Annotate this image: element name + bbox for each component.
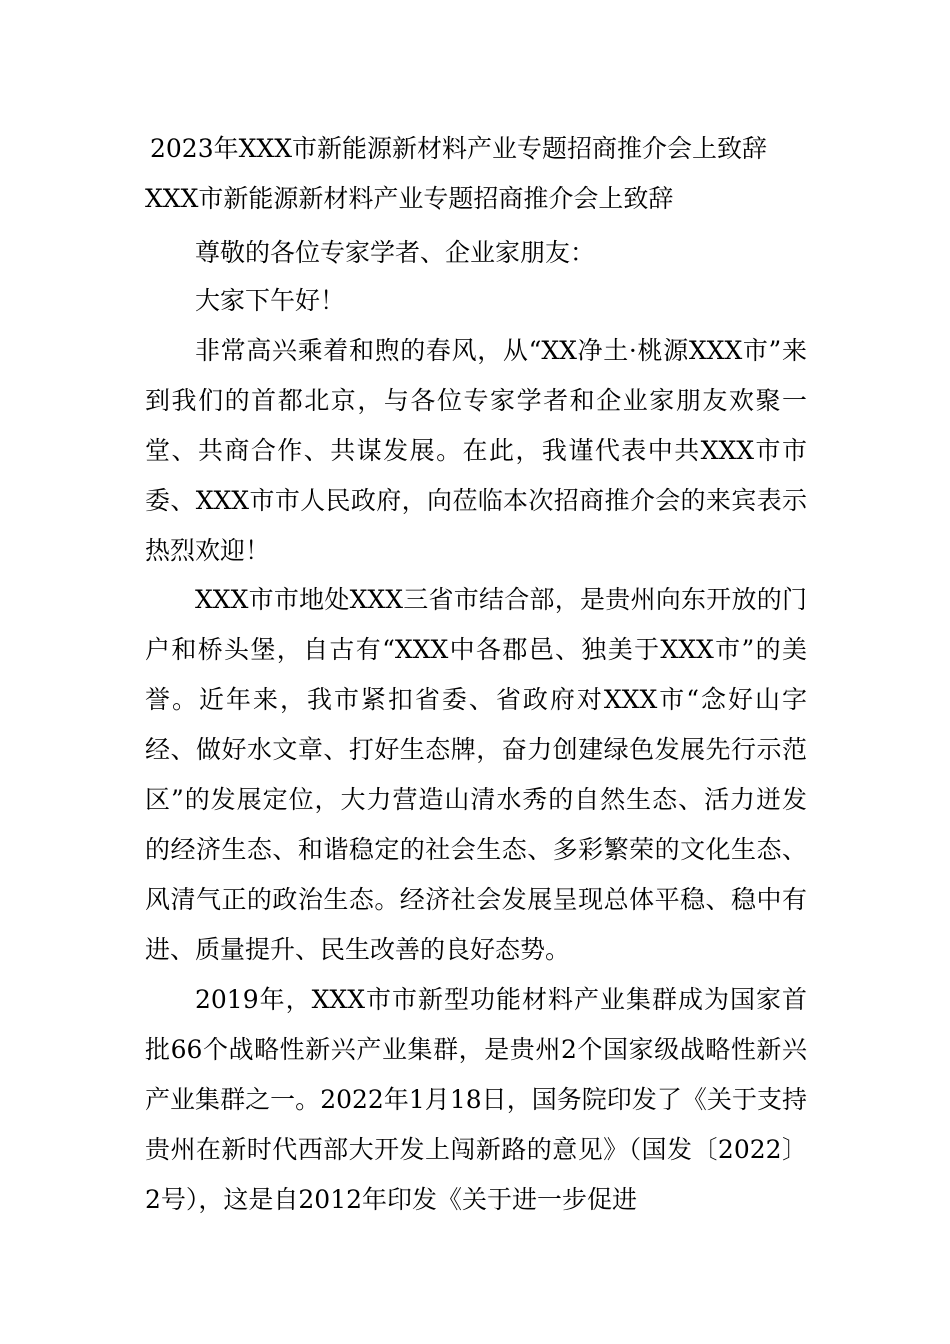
document-title: 2023年XXX市新能源新材料产业专题招商推介会上致辞 bbox=[150, 134, 768, 163]
paragraph-industry-cluster: 2019年，XXX市市新型功能材料产业集群成为国家首批66个战略性新兴产业集群，是贵州2个国家级战略性新兴产业集群之一。2022年1月18日，国务院印发了《关于支持贵州在新时代西部大开发上闯新路的意见》（国发〔2022〕2号），这是自2012年印发《关于进一步促进 bbox=[145, 985, 807, 1214]
paragraph-city-intro: XXX市市地处XXX三省市结合部，是贵州向东开放的门户和桥头堡，自古有“XXX中各郡邑、独美于XXX市”的美誉。近年来，我市紧扣省委、省政府对XXX市“念好山字经、做好水文章、打好生态牌，奋力创建绿色发展先行示范区”的发展定位，大力营造山清水秀的自然生态、活力迸发的经济生态、和谐稳定的社会生态、多彩繁荣的文化生态、风清气正的政治生态。经济社会发展呈现总体平稳、稳中有进、质量提升、民生改善的良好态势。 bbox=[145, 585, 807, 964]
paragraph-welcome: 非常高兴乘着和煦的春风，从“XX净土·桃源XXX市”来到我们的首都北京，与各位专家学者和企业家朋友欢聚一堂、共商合作、共谋发展。在此，我谨代表中共XXX市市委、XXX市市人民政府，向莅临本次招商推介会的来宾表示热烈欢迎！ bbox=[145, 336, 807, 565]
greeting: 大家下午好！ bbox=[195, 286, 346, 315]
salutation: 尊敬的各位专家学者、企业家朋友： bbox=[195, 238, 596, 267]
document-subtitle: XXX市新能源新材料产业专题招商推介会上致辞 bbox=[145, 184, 674, 213]
